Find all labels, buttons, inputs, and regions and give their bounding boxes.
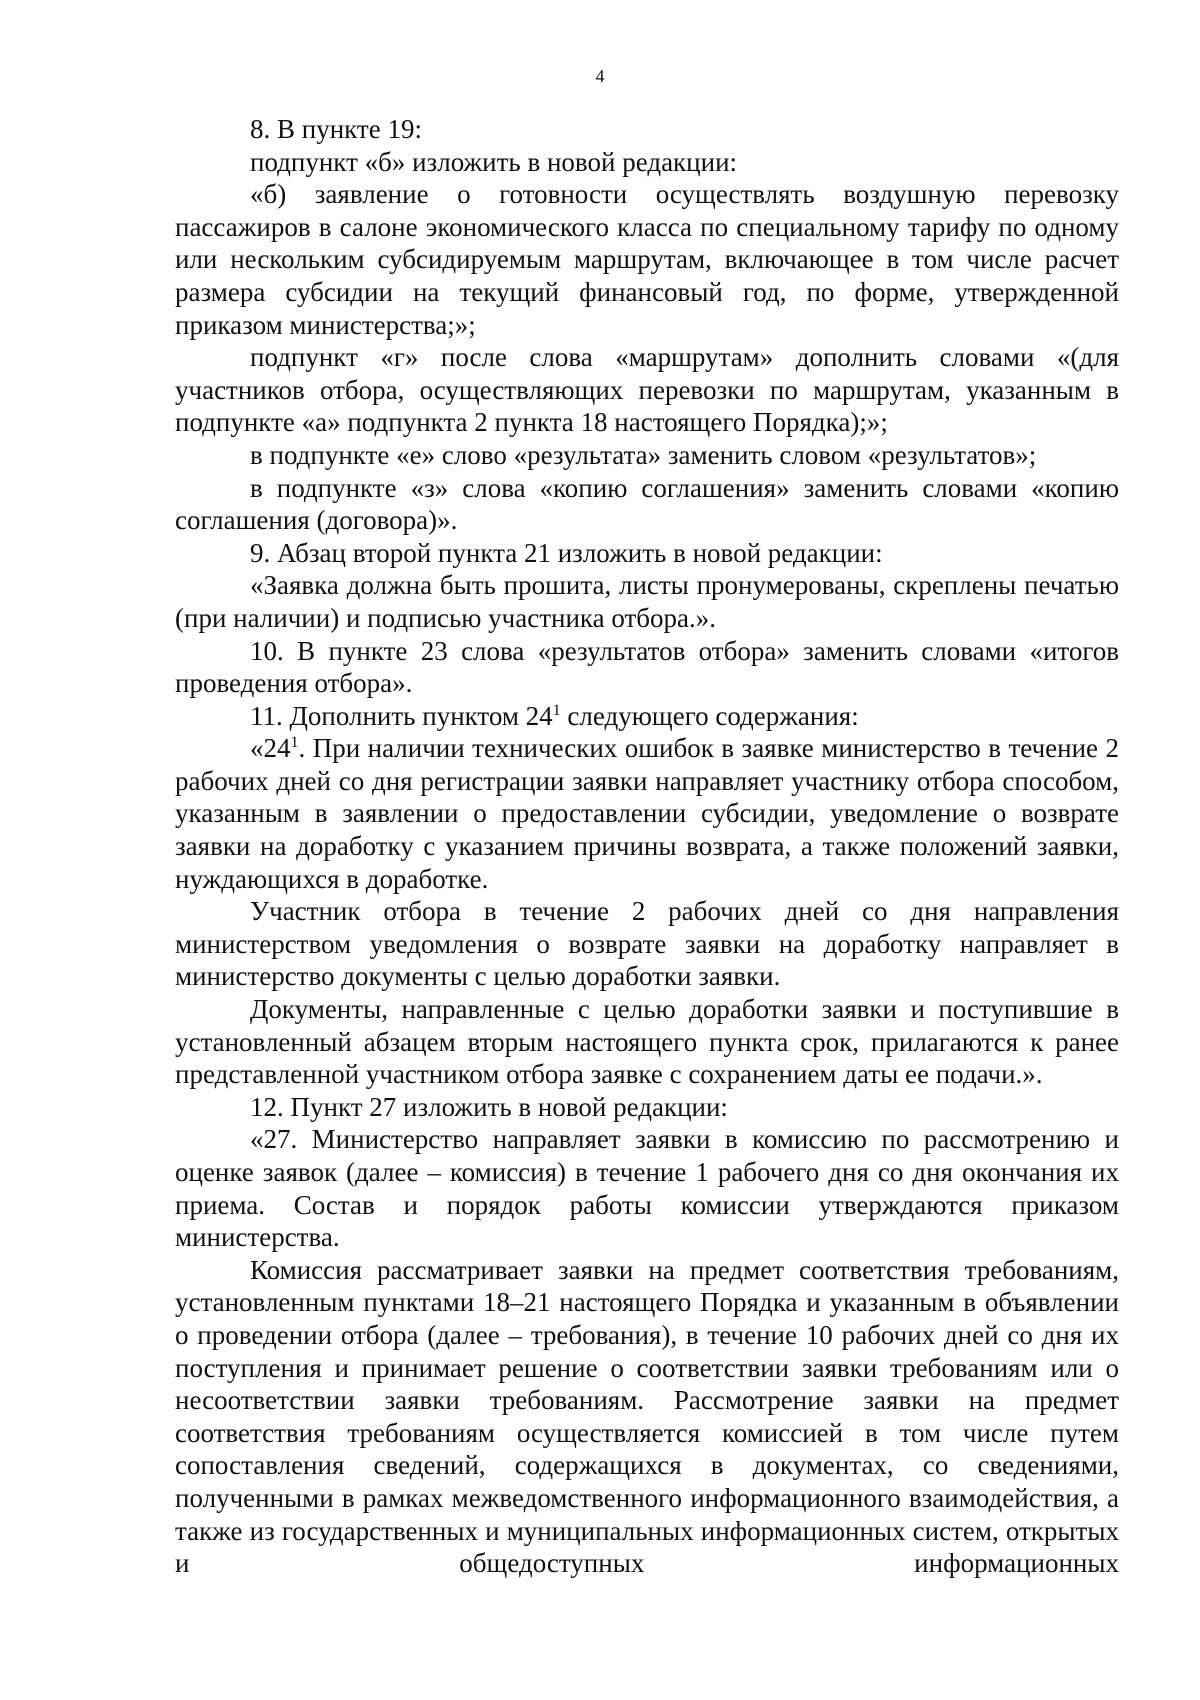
paragraph: Комиссия рассматривает заявки на предмет соответствия требованиям, установленным пунктами 18–21 настоящего Порядка и указанным в объявлении о проведении отбора (далее – требования), в течение 10 рабочих дней со дня их поступления и принимает решение о соответствии заявки требованиям или о несоответствии заявки требованиям. Рассмотрение заявки на предмет соответствия требованиям осуществляется комиссией в том числе путем сопоставления сведений, содержащихся в документах, со сведениями, полученными в рамках межведомственного информационного взаимодействия, а также из государственных и муниципальных информационных систем, открытых и общедоступных информационных: [175, 1254, 1119, 1579]
paragraph: 9. Абзац второй пункта 21 изложить в новой редакции:: [250, 537, 883, 568]
page-number: 4: [595, 66, 605, 86]
paragraph: Документы, направленные с целью доработки заявки и поступившие в установленный абзацем вторым настоящего пункта срок, прилагаются к ранее представленной участником отбора заявке с сохранением даты ее подачи.».: [175, 994, 1119, 1090]
paragraph: «Заявка должна быть прошита, листы пронумерованы, скреплены печатью (при наличии) и подписью участника отбора.».: [175, 570, 1119, 633]
paragraph: [175, 700, 1119, 733]
paragraph: «б) заявление о готовности осуществлять воздушную перевозку пассажиров в салоне экономического класса по специальному тарифу по одному или нескольким субсидируемым маршрутам, включающее в том числе расчет размера субсидии на текущий финансовый год, по форме, утвержденной приказом министерства;»;: [175, 179, 1119, 340]
paragraph: в подпункте «е» слово «результата» заменить словом «результатов»;: [250, 439, 1037, 470]
paragraph-text-start: 11. Дополнить пунктом 24: [250, 700, 553, 731]
paragraph-text-start: «24: [250, 733, 291, 764]
paragraph: подпункт «б» изложить в новой редакции:: [250, 146, 738, 177]
superscript: 1: [552, 701, 561, 719]
paragraph: в подпункте «з» слова «копию соглашения» заменить словами «копию соглашения (договора)».: [175, 472, 1119, 536]
paragraph: 8. В пункте 19:: [250, 114, 422, 144]
paragraph: подпункт «г» после слова «маршрутам» дополнить словами «(для участников отбора, осуществляющих перевозки по маршрутам, указанным в подпункте «а» подпункта 2 пункта 18 настоящего Порядка);»;: [175, 342, 1119, 438]
paragraph: 12. Пункт 27 изложить в новой редакции:: [250, 1091, 728, 1122]
paragraph-text-end: следующего содержания:: [560, 700, 859, 731]
paragraph: Участник отбора в течение 2 рабочих дней со дня направления министерством уведомления о возврате заявки на доработку направляет в министерство документы с целью доработки заявки.: [175, 896, 1119, 992]
document-body: [175, 113, 1119, 1580]
paragraph-text-end: . При наличии технических ошибок в заявке министерство в течение 2 рабочих дней со дня регистрации заявки направляет участнику отбора способом, указанным в заявлении о предоставлении субсидии, уведомление о возврате заявки на доработку с указанием причины возврата, а также положений заявки, нуждающихся в доработке.: [175, 733, 1119, 894]
paragraph: 10. В пункте 23 слова «результатов отбора» заменить словами «итогов проведения отбора».: [175, 635, 1119, 699]
superscript: 1: [290, 734, 299, 752]
paragraph: «27. Министерство направляет заявки в комиссию по рассмотрению и оценке заявок (далее – комиссия) в течение 1 рабочего дня со дня окончания их приема. Состав и порядок работы комиссии утверждаются приказом министерства.: [175, 1124, 1119, 1253]
paragraph: [175, 732, 1119, 895]
